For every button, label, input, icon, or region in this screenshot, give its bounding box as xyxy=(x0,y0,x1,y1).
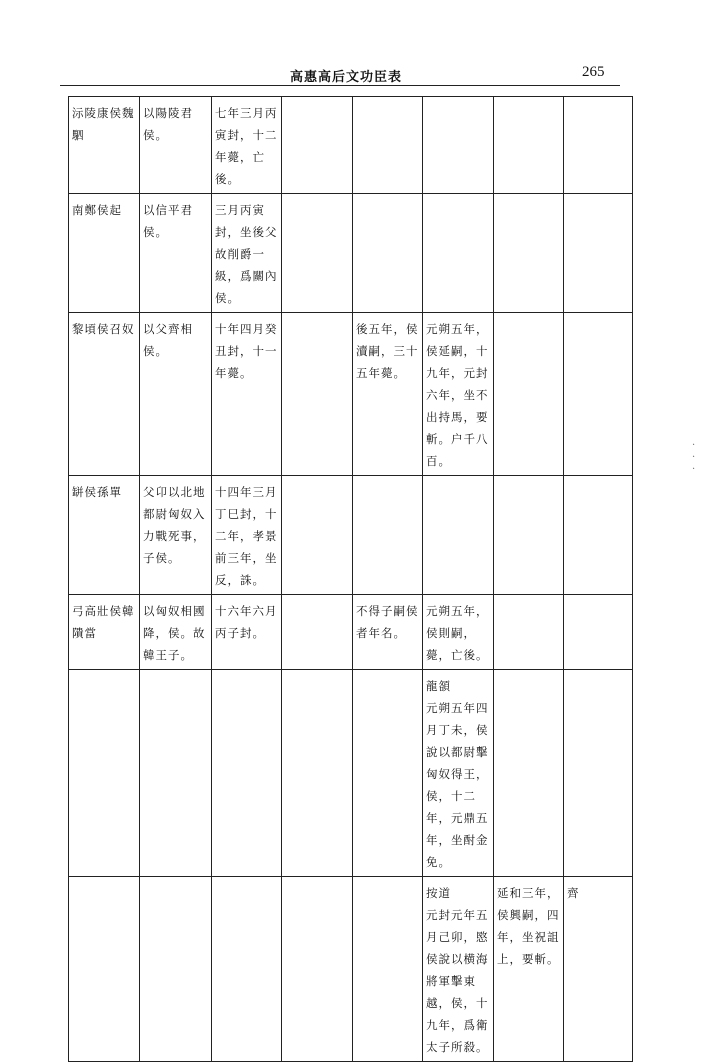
later-successor-cell xyxy=(494,670,564,877)
marquis-ledger-table xyxy=(68,96,633,1062)
gaozu-era-cell xyxy=(212,877,282,1062)
wu-era-cell: 按道 元封元年五月己卯，愍侯說以横海將軍擊東越，侯，十九年，爲衛太子所殺。 xyxy=(423,877,494,1062)
wu-era-cell: 元朔五年，侯延嗣，十九年，元封六年，坐不出持馬，要斬。户千八百。 xyxy=(423,313,494,476)
gaozu-era-cell: 十六年六月丙子封。 xyxy=(212,595,282,670)
descendant-cell xyxy=(564,97,633,194)
later-successor-cell: 延和三年，侯興嗣，四年，坐祝詛上，要斬。 xyxy=(494,877,564,1062)
later-era-cell xyxy=(353,97,423,194)
wu-era-cell xyxy=(423,97,494,194)
gaozu-era-cell xyxy=(212,670,282,877)
later-era-cell: 後五年，侯瀆嗣，三十五年薨。 xyxy=(353,313,423,476)
merit-cell: 以匈奴相國降，侯。故韓王子。 xyxy=(140,595,212,670)
table-row xyxy=(69,670,633,877)
margin-specks: · · · xyxy=(692,440,696,475)
merit-cell: 以父齊相侯。 xyxy=(140,313,212,476)
gaozu-era-cell: 十四年三月丁巳封，十二年，孝景前三年，坐反，誅。 xyxy=(212,476,282,595)
later-successor-cell xyxy=(494,194,564,313)
table-row xyxy=(69,194,633,313)
later-successor-cell xyxy=(494,595,564,670)
marquis-name-cell: 南鄭侯起 xyxy=(69,194,140,313)
wu-era-cell: 元朔五年，侯則嗣，薨，亡後。 xyxy=(423,595,494,670)
table-row xyxy=(69,877,633,1062)
descendant-cell: 齊 xyxy=(564,877,633,1062)
later-era-cell: 不得子嗣侯者年名。 xyxy=(353,595,423,670)
hui-era-cell xyxy=(282,313,353,476)
page-number: 265 xyxy=(582,64,605,80)
merit-cell xyxy=(140,670,212,877)
hui-era-cell xyxy=(282,476,353,595)
descendant-cell xyxy=(564,194,633,313)
descendant-cell xyxy=(564,476,633,595)
wu-era-cell: 龍頟 元朔五年四月丁未，侯說以都尉擊匈奴得王，侯，十二年，元鼎五年，坐酎金免。 xyxy=(423,670,494,877)
marquis-name-cell: 弓高壯侯韓隤當 xyxy=(69,595,140,670)
hui-era-cell xyxy=(282,670,353,877)
later-era-cell xyxy=(353,877,423,1062)
descendant-cell xyxy=(564,670,633,877)
wu-era-cell xyxy=(423,194,494,313)
hui-era-cell xyxy=(282,97,353,194)
merit-cell xyxy=(140,877,212,1062)
gaozu-era-cell: 三月丙寅封，坐後父故削爵一級，爲關內侯。 xyxy=(212,194,282,313)
marquis-name-cell xyxy=(69,877,140,1062)
descendant-cell xyxy=(564,595,633,670)
later-successor-cell xyxy=(494,97,564,194)
hui-era-cell xyxy=(282,194,353,313)
table-row xyxy=(69,97,633,194)
merit-cell: 以信平君侯。 xyxy=(140,194,212,313)
hui-era-cell xyxy=(282,877,353,1062)
later-era-cell xyxy=(353,476,423,595)
gaozu-era-cell: 七年三月丙寅封，十二年薨，亡後。 xyxy=(212,97,282,194)
hui-era-cell xyxy=(282,595,353,670)
later-era-cell xyxy=(353,194,423,313)
later-successor-cell xyxy=(494,313,564,476)
marquis-name-cell: 缾侯孫單 xyxy=(69,476,140,595)
wu-era-cell xyxy=(423,476,494,595)
descendant-cell xyxy=(564,313,633,476)
table-row xyxy=(69,476,633,595)
marquis-name-cell: 沶陵康侯魏駟 xyxy=(69,97,140,194)
later-era-cell xyxy=(353,670,423,877)
marquis-name-cell xyxy=(69,670,140,877)
later-successor-cell xyxy=(494,476,564,595)
gaozu-era-cell: 十年四月癸丑封，十一年薨。 xyxy=(212,313,282,476)
header-rule xyxy=(60,85,620,86)
marquis-name-cell: 黎頃侯召奴 xyxy=(69,313,140,476)
running-head-title: 高惠高后文功臣表 xyxy=(290,70,403,85)
merit-cell: 以陽陵君侯。 xyxy=(140,97,212,194)
merit-cell: 父卬以北地都尉匈奴入力戰死事，子侯。 xyxy=(140,476,212,595)
table-row xyxy=(69,595,633,670)
table-row xyxy=(69,313,633,476)
